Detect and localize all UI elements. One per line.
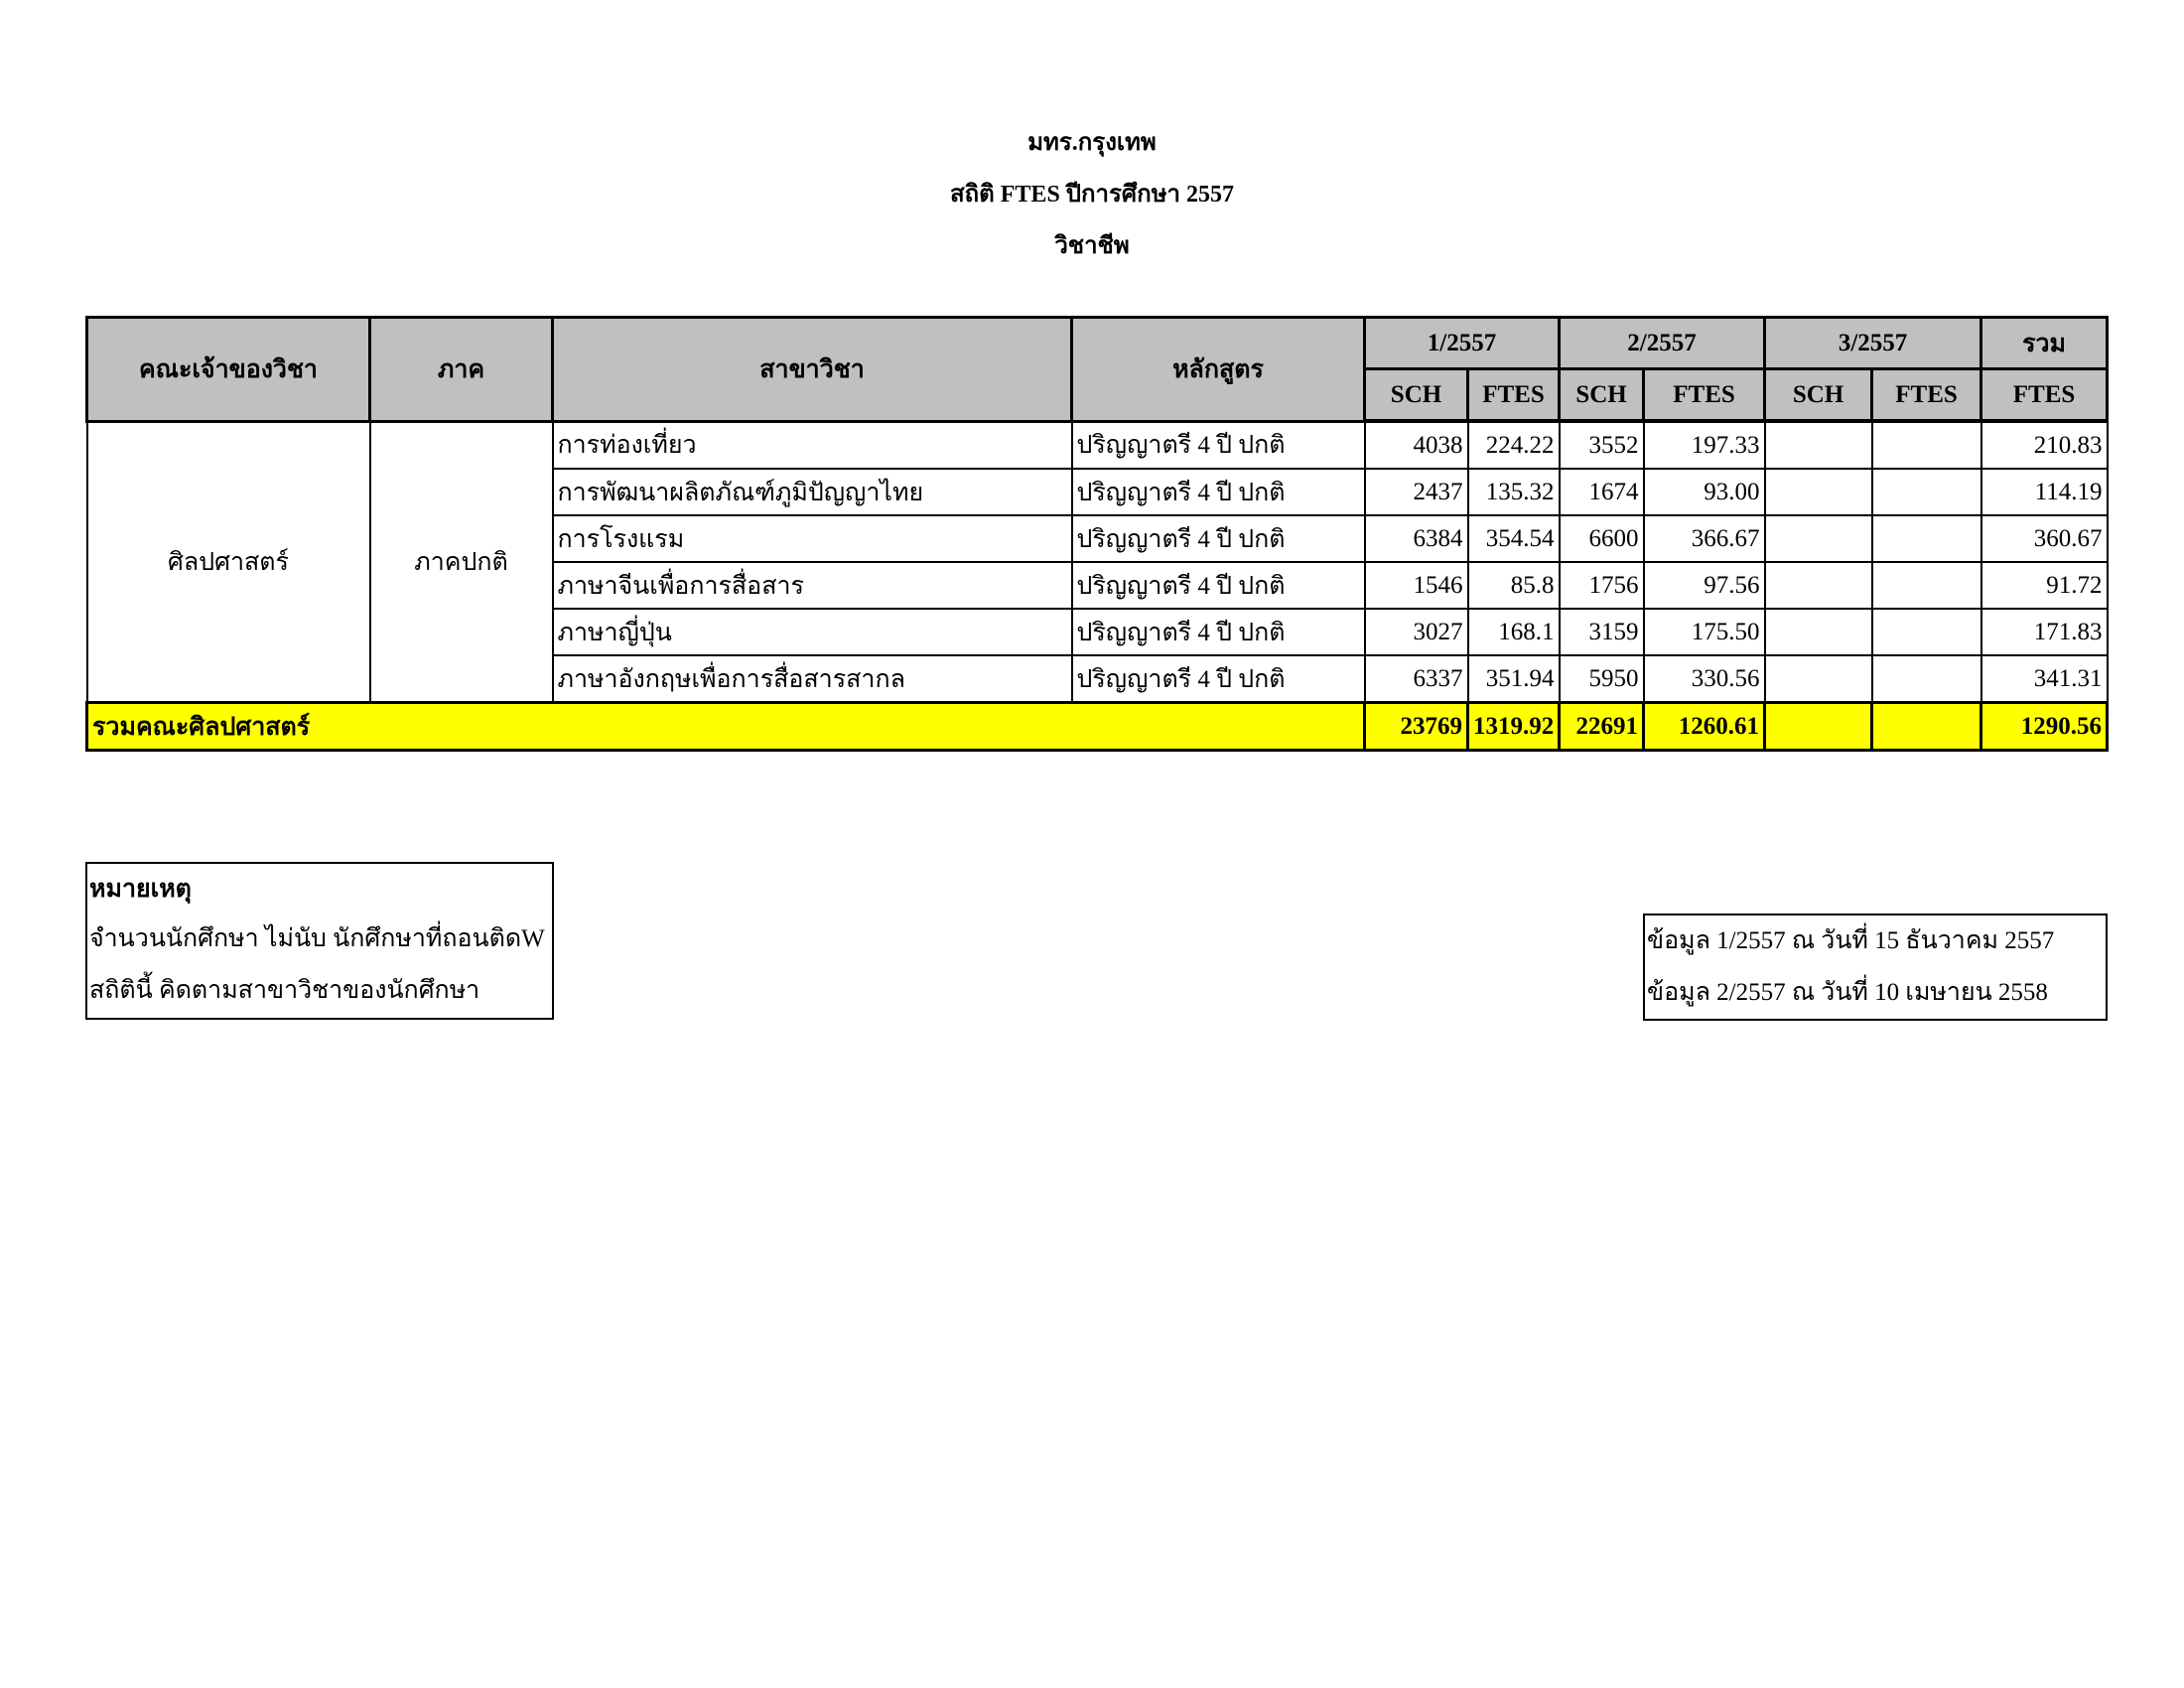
header-faculty: คณะเจ้าของวิชา (87, 318, 370, 422)
notes-heading: หมายเหตุ (89, 876, 192, 903)
sch3-cell (1765, 469, 1872, 515)
major-cell: ภาษาอังกฤษเพื่อการสื่อสารสากล (553, 655, 1072, 703)
header-sch: SCH (1765, 369, 1872, 422)
header-sch: SCH (1560, 369, 1644, 422)
ftes2-cell: 197.33 (1644, 421, 1765, 469)
major-cell: การท่องเที่ยว (553, 421, 1072, 469)
sch3-cell (1765, 655, 1872, 703)
ftes1-cell: 168.1 (1468, 609, 1560, 655)
ftes2-cell: 330.56 (1644, 655, 1765, 703)
table-row (87, 421, 2108, 469)
sch1-cell: 2437 (1365, 469, 1468, 515)
institution-title: มทร.กรุงเทพ (1027, 130, 1157, 156)
report-subtitle: วิชาชีพ (1054, 233, 1130, 259)
total-ftes-cell: 114.19 (1981, 469, 2108, 515)
sch2-cell: 3552 (1560, 421, 1644, 469)
header-ftes: FTES (1981, 369, 2108, 422)
notes-line: จำนวนนักศึกษา ไม่นับ นักศึกษาที่ถอนติดW (89, 925, 545, 952)
report-title-block (0, 117, 2184, 272)
sch2-cell: 1674 (1560, 469, 1644, 515)
header-term-3: 3/2557 (1765, 318, 1981, 369)
major-cell: ภาษาจีนเพื่อการสื่อสาร (553, 562, 1072, 609)
sch1-cell: 4038 (1365, 421, 1468, 469)
sch1-cell: 6337 (1365, 655, 1468, 703)
total-ftes-cell: 171.83 (1981, 609, 2108, 655)
header-row-1 (87, 318, 2108, 369)
ftes2-cell: 97.56 (1644, 562, 1765, 609)
ftes-table (85, 316, 2109, 752)
grand-total-ftes-cell: 1290.56 (1981, 703, 2108, 751)
sch3-cell (1765, 421, 1872, 469)
header-total: รวม (1981, 318, 2108, 369)
sch2-cell: 3159 (1560, 609, 1644, 655)
program-cell: ปริญญาตรี 4 ปี ปกติ (1072, 562, 1365, 609)
program-cell: ปริญญาตรี 4 ปี ปกติ (1072, 609, 1365, 655)
total-ftes2-cell: 1260.61 (1644, 703, 1765, 751)
ftes2-cell: 93.00 (1644, 469, 1765, 515)
total-ftes3-cell (1872, 703, 1981, 751)
faculty-total-label: รวมคณะศิลปศาสตร์ (87, 703, 1365, 751)
total-ftes1-cell: 1319.92 (1468, 703, 1560, 751)
sch2-cell: 1756 (1560, 562, 1644, 609)
data-date-line: ข้อมูล 2/2557 ณ วันที่ 10 เมษายน 2558 (1647, 979, 2048, 1006)
section-cell: ภาคปกติ (370, 421, 553, 703)
major-cell: การโรงแรม (553, 515, 1072, 562)
ftes3-cell (1872, 609, 1981, 655)
ftes1-cell: 224.22 (1468, 421, 1560, 469)
program-cell: ปริญญาตรี 4 ปี ปกติ (1072, 515, 1365, 562)
major-cell: ภาษาญี่ปุ่น (553, 609, 1072, 655)
total-ftes-cell: 210.83 (1981, 421, 2108, 469)
header-major: สาขาวิชา (553, 318, 1072, 422)
ftes2-cell: 175.50 (1644, 609, 1765, 655)
program-cell: ปริญญาตรี 4 ปี ปกติ (1072, 421, 1365, 469)
sch3-cell (1765, 515, 1872, 562)
major-cell: การพัฒนาผลิตภัณฑ์ภูมิปัญญาไทย (553, 469, 1072, 515)
notes-line: สถิตินี้ คิดตามสาขาวิชาของนักศึกษา (89, 977, 480, 1004)
sch1-cell: 3027 (1365, 609, 1468, 655)
header-sch: SCH (1365, 369, 1468, 422)
ftes1-cell: 135.32 (1468, 469, 1560, 515)
ftes3-cell (1872, 515, 1981, 562)
data-date-line: ข้อมูล 1/2557 ณ วันที่ 15 ธันวาคม 2557 (1647, 927, 2055, 954)
ftes2-cell: 366.67 (1644, 515, 1765, 562)
sch3-cell (1765, 562, 1872, 609)
sch3-cell (1765, 609, 1872, 655)
sch2-cell: 5950 (1560, 655, 1644, 703)
header-program: หลักสูตร (1072, 318, 1365, 422)
header-section: ภาค (370, 318, 553, 422)
total-ftes-cell: 91.72 (1981, 562, 2108, 609)
sch1-cell: 1546 (1365, 562, 1468, 609)
program-cell: ปริญญาตรี 4 ปี ปกติ (1072, 469, 1365, 515)
total-sch1-cell: 23769 (1365, 703, 1468, 751)
report-title: สถิติ FTES ปีการศึกษา 2557 (950, 182, 1234, 208)
ftes3-cell (1872, 655, 1981, 703)
ftes1-cell: 354.54 (1468, 515, 1560, 562)
header-ftes: FTES (1468, 369, 1560, 422)
ftes1-cell: 85.8 (1468, 562, 1560, 609)
header-term-1: 1/2557 (1365, 318, 1560, 369)
header-ftes: FTES (1644, 369, 1765, 422)
faculty-total-row (87, 703, 2108, 751)
total-ftes-cell: 360.67 (1981, 515, 2108, 562)
header-ftes: FTES (1872, 369, 1981, 422)
ftes1-cell: 351.94 (1468, 655, 1560, 703)
data-dates-box (1643, 914, 2108, 1021)
ftes3-cell (1872, 562, 1981, 609)
header-term-2: 2/2557 (1560, 318, 1765, 369)
total-ftes-cell: 341.31 (1981, 655, 2108, 703)
program-cell: ปริญญาตรี 4 ปี ปกติ (1072, 655, 1365, 703)
sch2-cell: 6600 (1560, 515, 1644, 562)
total-sch2-cell: 22691 (1560, 703, 1644, 751)
sch1-cell: 6384 (1365, 515, 1468, 562)
notes-box (85, 862, 554, 1020)
ftes3-cell (1872, 421, 1981, 469)
total-sch3-cell (1765, 703, 1872, 751)
ftes3-cell (1872, 469, 1981, 515)
faculty-cell: ศิลปศาสตร์ (87, 421, 370, 703)
